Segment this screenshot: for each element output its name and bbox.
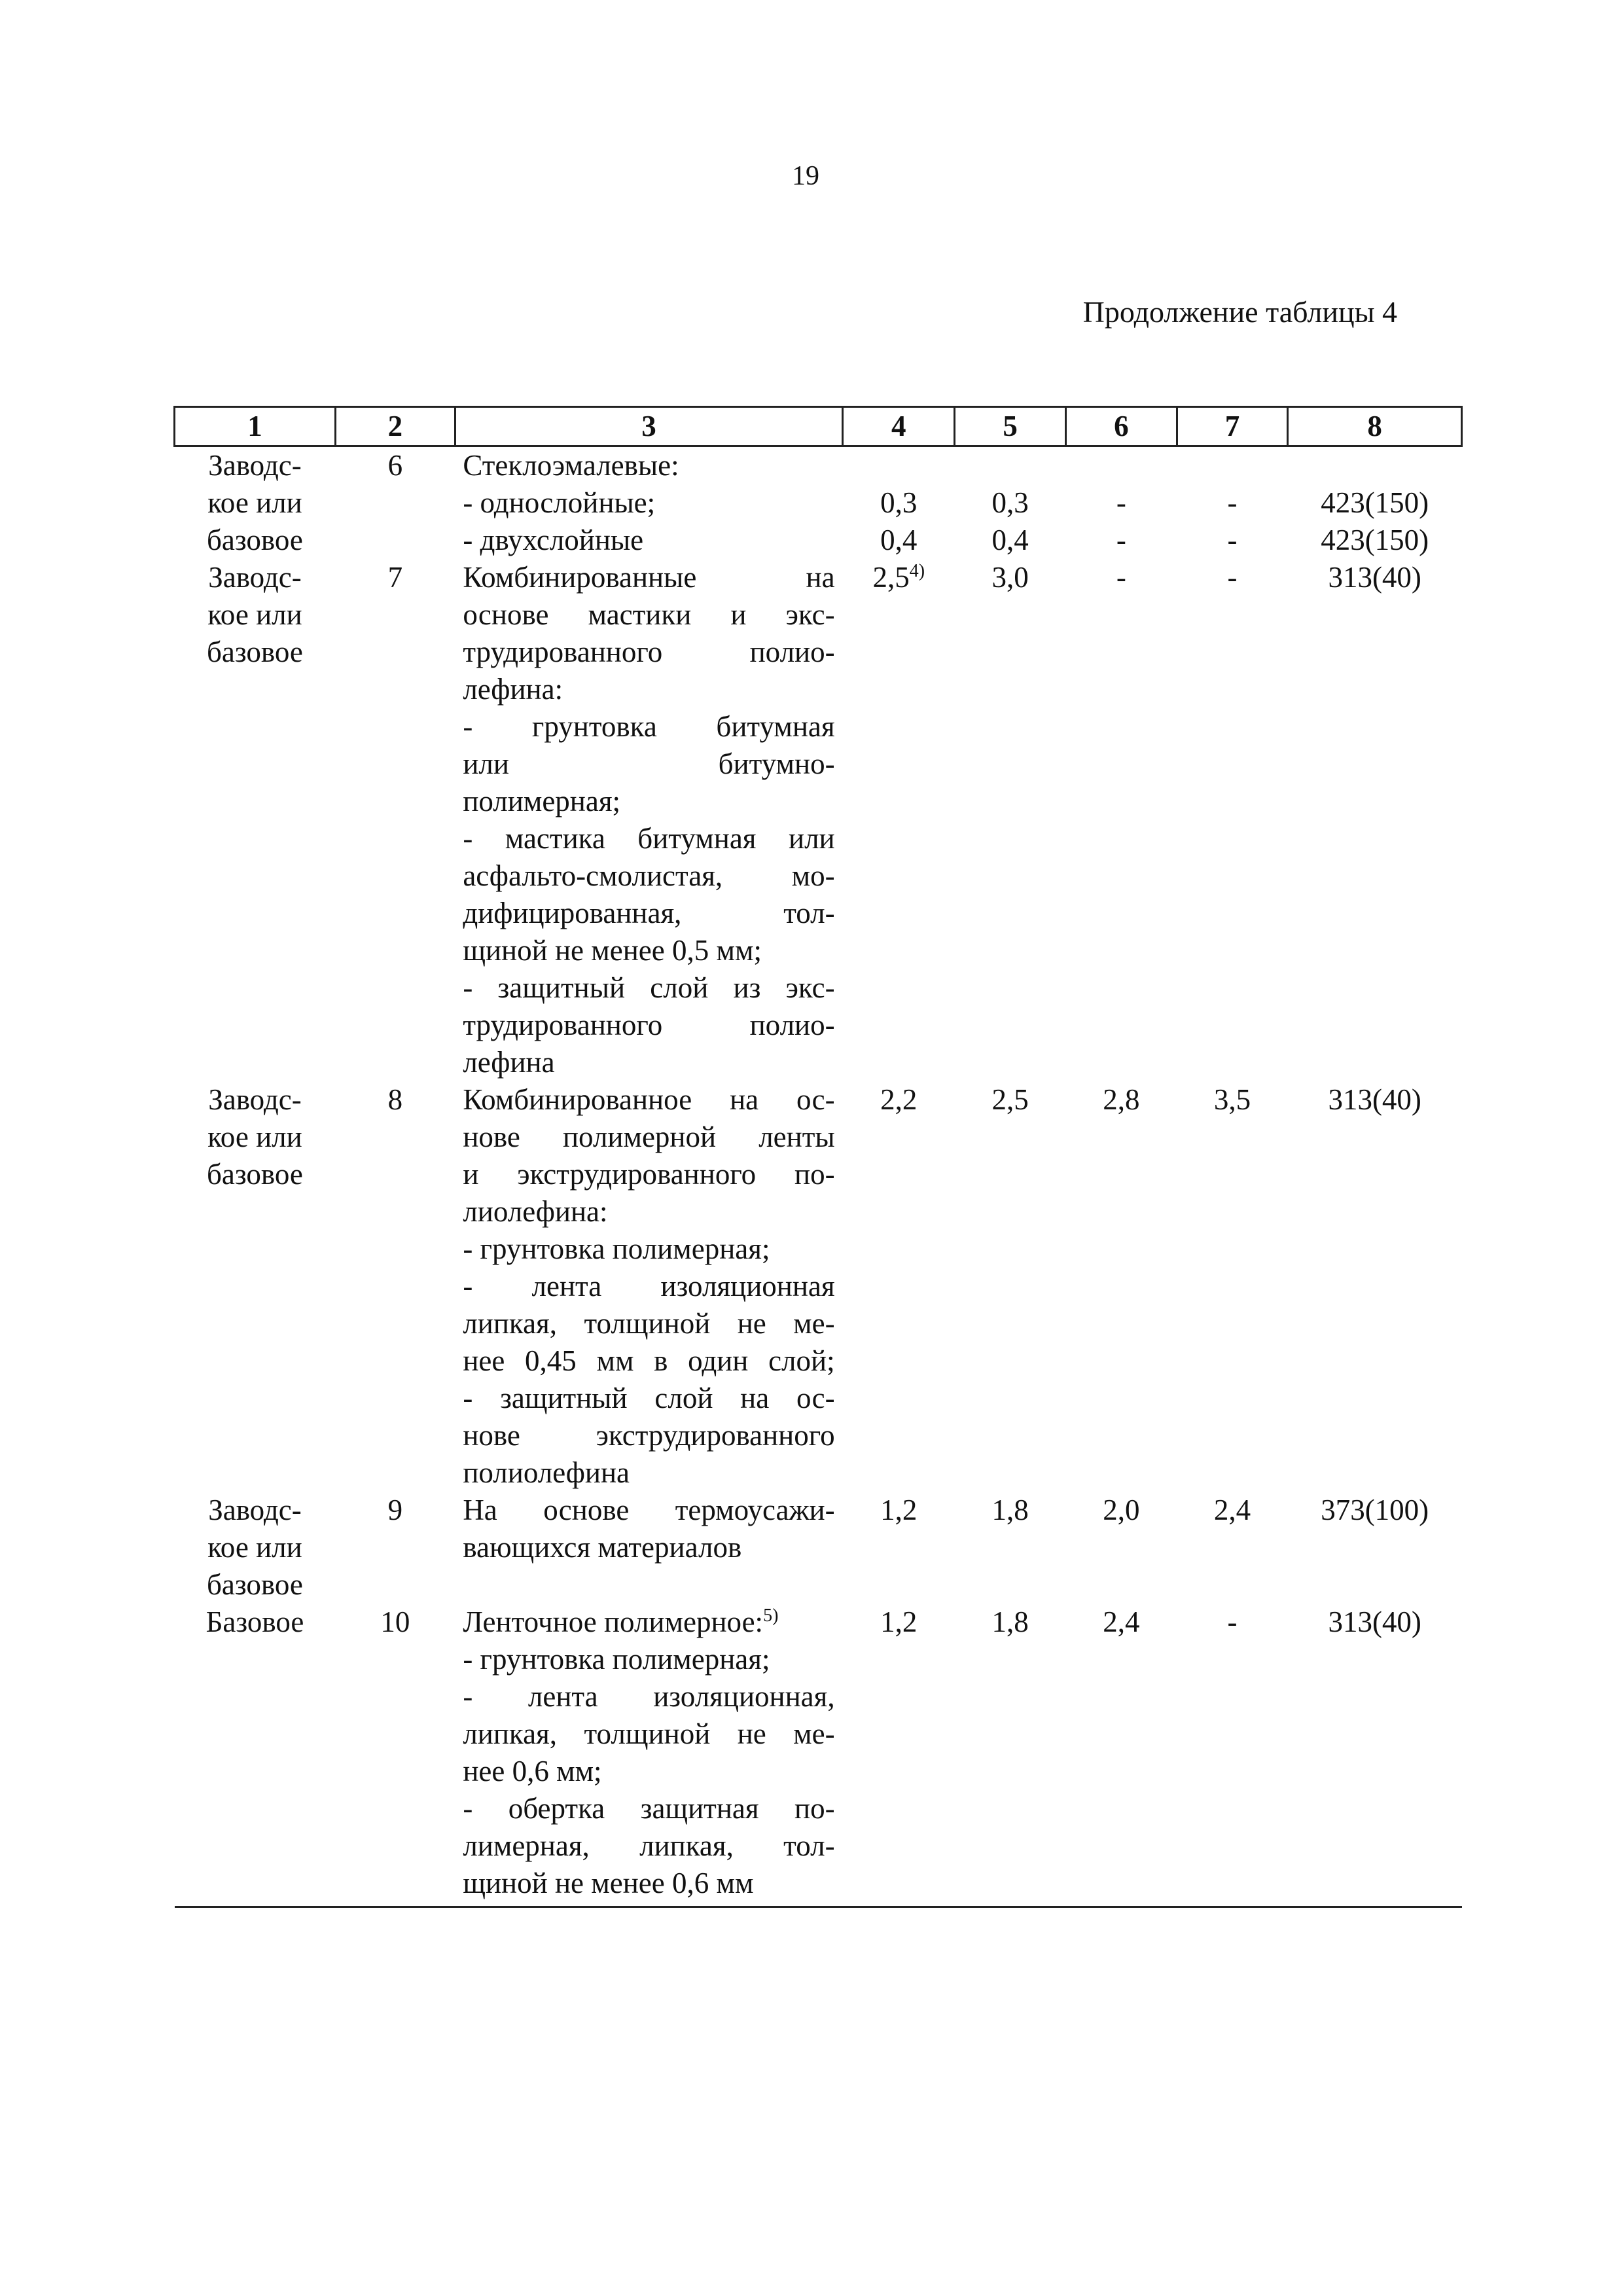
table-row xyxy=(175,559,1462,1081)
value-col-4: 1,2 xyxy=(843,1604,955,1907)
value-col-7: - - xyxy=(1227,486,1238,556)
value-col-5: 3,0 xyxy=(991,561,1029,594)
value-col-7: - xyxy=(1227,561,1238,594)
value-col-4: 2,5$^{4)}$ xyxy=(872,561,925,594)
coating-description: Ленточное полимерное:$^{5)}$ - грунтовка полимерная; - лента изоляционная, липкая, толщиной не ме- нее 0,6 мм; - обертка защитная по- лимерная, липкая, тол- щиной не менее 0,6 мм xyxy=(455,1604,842,1907)
header-col-5: 5 xyxy=(955,407,1066,446)
table-row xyxy=(175,1492,1462,1604)
value-col-7: - xyxy=(1177,1604,1288,1907)
footnote-mark: 4) xyxy=(909,561,925,581)
construction-number: 8 xyxy=(387,1083,403,1116)
value-col-8: 313(40) xyxy=(1288,1604,1462,1907)
header-col-2: 2 xyxy=(335,407,455,446)
value-col-7: 2,4 xyxy=(1213,1494,1251,1526)
page-number: 19 xyxy=(792,161,819,191)
coating-table xyxy=(173,406,1463,1908)
construction-number: 9 xyxy=(387,1494,403,1526)
header-col-4: 4 xyxy=(843,407,955,446)
application-cell: Заводс- кое или базовое xyxy=(207,1494,303,1601)
application-cell: Заводс- кое или базовое xyxy=(207,449,303,556)
table-row xyxy=(175,1604,1462,1907)
value-col-8: 373(100) xyxy=(1321,1494,1429,1526)
value-col-4: 0,3 0,4 xyxy=(880,486,918,556)
value-col-6: 2,8 xyxy=(1103,1083,1140,1116)
value-col-8: 313(40) xyxy=(1328,1083,1421,1116)
header-col-3: 3 xyxy=(455,407,842,446)
header-col-6: 6 xyxy=(1066,407,1177,446)
value-col-8: 313(40) xyxy=(1328,561,1421,594)
value-col-5: 0,3 0,4 xyxy=(991,486,1029,556)
header-col-1: 1 xyxy=(175,407,336,446)
application-cell: Заводс- кое или базовое xyxy=(207,561,303,668)
footnote-mark: 5) xyxy=(763,1605,779,1626)
value-col-7: 3,5 xyxy=(1213,1083,1251,1116)
application-cell: Заводс- кое или базовое xyxy=(207,1083,303,1191)
value-col-8: 423(150) 423(150) xyxy=(1321,486,1429,556)
value-col-5: 1,8 xyxy=(955,1604,1066,1907)
value-col-4: 2,2 xyxy=(880,1083,918,1116)
header-col-7: 7 xyxy=(1177,407,1288,446)
value-col-6: 2,0 xyxy=(1103,1494,1140,1526)
value-col-4: 1,2 xyxy=(880,1494,918,1526)
construction-number: 6 xyxy=(387,449,403,482)
table-header xyxy=(175,407,1462,446)
table-row xyxy=(175,446,1462,560)
coating-description: Комбинированное на ос- нове полимерной ленты и экструдированного по- лиолефина: - грунтовка полимерная; - лента изоляционная липкая, толщиной не ме- нее 0,45 мм в один слой; - защитный слой на ос- нове экструдированного полиолефина xyxy=(463,1083,835,1489)
coating-description: Стеклоэмалевые: - однослойные; - двухслойные xyxy=(463,449,679,556)
construction-number: 10 xyxy=(335,1604,455,1907)
value-col-5: 2,5 xyxy=(991,1083,1029,1116)
coating-description: На основе термоусажи- вающихся материалов xyxy=(463,1494,835,1564)
table-row xyxy=(175,1081,1462,1492)
value-col-5: 1,8 xyxy=(991,1494,1029,1526)
table-continuation-title: Продолжение таблицы 4 xyxy=(1082,295,1397,329)
header-col-8: 8 xyxy=(1288,407,1462,446)
value-col-6: - xyxy=(1116,561,1126,594)
application-cell: Базовое xyxy=(175,1604,336,1907)
value-col-6: - - xyxy=(1116,486,1126,556)
coating-description: Комбинированные на основе мастики и экс- трудированного полио- лефина: - грунтовка битумная или битумно- полимерная; - мастика битумная или асфальто-смолистая, мо- дифицированная, тол- щиной не менее 0,5 мм; - защитный слой из экс- трудированного полио- лефина xyxy=(463,561,835,1079)
construction-number: 7 xyxy=(387,561,403,594)
value-col-6: 2,4 xyxy=(1066,1604,1177,1907)
